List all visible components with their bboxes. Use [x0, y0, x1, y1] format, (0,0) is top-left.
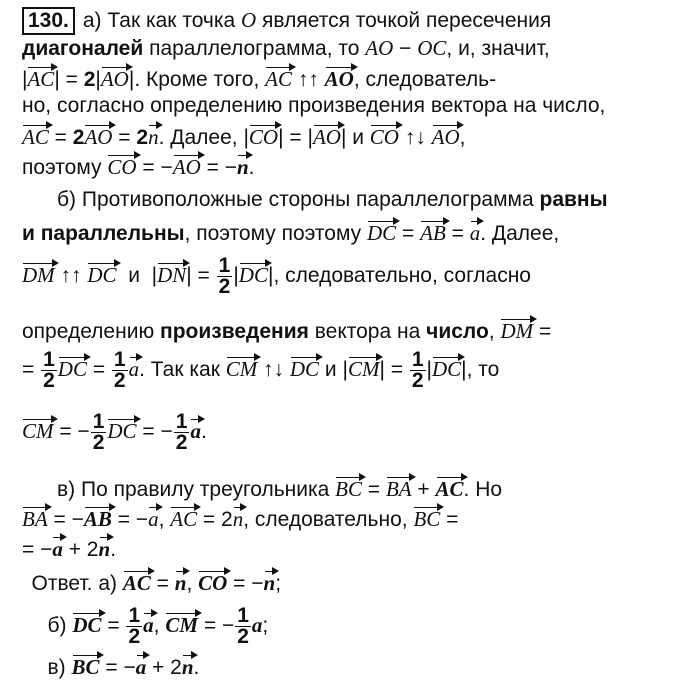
text-run: ;	[262, 614, 269, 638]
fraction-numerator: 1	[411, 348, 424, 371]
text-run: |, следовательно, согласно	[267, 264, 531, 288]
text-line-c1	[22, 472, 502, 504]
text-run: =	[396, 222, 421, 245]
text-run: ,	[158, 508, 171, 531]
text-run: = −	[136, 420, 173, 444]
vector: BA	[386, 472, 412, 500]
text-run: = −	[227, 572, 264, 595]
math-symbol: a	[251, 613, 263, 638]
fraction	[126, 606, 142, 647]
vector: a	[190, 414, 201, 442]
fraction	[91, 412, 107, 453]
emphasis-text: и параллельны	[22, 222, 185, 245]
text-run: б)	[30, 614, 73, 638]
text-run: = −	[136, 156, 173, 179]
vector: AO	[173, 150, 201, 178]
fraction-numerator: 1	[237, 604, 249, 627]
text-run: определению	[22, 320, 161, 343]
vector: n	[233, 502, 244, 530]
text-run: | =	[186, 264, 216, 288]
text-run: но, согласно определению произведения вектора на число,	[22, 94, 606, 117]
vector: AC	[123, 566, 151, 594]
text-run: , и, значит,	[446, 37, 550, 60]
text-run: | и	[340, 126, 370, 149]
fraction-numerator: 1	[128, 604, 141, 627]
vector: a	[129, 352, 140, 380]
text-line-a6	[22, 150, 255, 182]
fraction	[41, 350, 57, 391]
text-run: =	[440, 508, 459, 531]
text-run: | = |	[278, 126, 313, 149]
vector: DM	[22, 258, 55, 286]
text-run: ↑↓	[398, 126, 432, 149]
emphasis-text: равны	[539, 188, 608, 211]
text-run: .	[248, 156, 255, 179]
text-line-c3	[22, 532, 116, 564]
text-run: Ответ. а)	[14, 572, 123, 595]
text-run: = −	[200, 156, 237, 179]
fraction-denominator: 2	[175, 431, 188, 454]
fraction-numerator: 1	[92, 410, 105, 433]
text-run: =	[445, 222, 470, 245]
vector: a	[143, 608, 154, 636]
text-run: =	[86, 358, 111, 382]
text-run: в)	[30, 656, 72, 679]
vector: n	[148, 120, 159, 148]
fraction-denominator: 2	[92, 431, 105, 454]
emphasis-text: 2	[72, 126, 85, 149]
text-run: +	[411, 478, 436, 501]
text-run: ↑↓	[257, 358, 290, 382]
text-run: ↑↑	[54, 264, 88, 288]
text-run: + 2	[62, 538, 99, 561]
text-run: =	[22, 358, 41, 382]
text-run: ;	[275, 572, 282, 595]
text-run: и |	[319, 358, 348, 382]
text-run: = −	[47, 508, 84, 531]
text-run: , следовательно,	[243, 508, 414, 531]
vector: AO	[432, 120, 460, 148]
vector: BC	[335, 472, 362, 500]
vector: AB	[420, 216, 446, 244]
vector: n	[175, 566, 187, 594]
text-run: , следователь-	[353, 68, 497, 91]
text-run: = 2	[197, 508, 233, 531]
fraction	[217, 256, 233, 297]
text-line-a1	[22, 6, 551, 35]
fraction-denominator: 2	[411, 369, 424, 392]
text-line-b3	[22, 256, 531, 297]
emphasis-text: число	[426, 320, 489, 343]
text-run: |. Кроме того,	[128, 68, 266, 91]
text-run: = −	[111, 508, 149, 531]
text-run: | =	[379, 358, 409, 382]
text-run: а) Так как точка	[82, 9, 242, 32]
fraction-denominator: 2	[237, 625, 249, 648]
vector: AC	[170, 502, 197, 530]
vector: BC	[413, 502, 440, 530]
emphasis-text: произведения	[160, 320, 309, 343]
text-run: является точкой пересечения	[256, 9, 552, 32]
vector: AC	[27, 62, 54, 90]
vector: AC	[22, 120, 49, 148]
fraction	[235, 606, 251, 647]
text-run: = −	[198, 614, 235, 638]
vector: n	[182, 650, 194, 678]
text-line-a4	[22, 92, 605, 120]
vector: n	[264, 566, 276, 594]
problem-number: 130.	[22, 7, 75, 35]
vector: AO	[84, 120, 112, 148]
text-run: =	[150, 572, 175, 595]
vector: DC	[72, 608, 101, 636]
vector: CM	[165, 608, 198, 636]
fraction	[174, 412, 190, 453]
text-run: ↑↑	[291, 68, 325, 91]
text-line-b4	[22, 314, 551, 346]
vector: a	[136, 650, 147, 678]
text-run: = −	[22, 538, 53, 561]
text-run: поэтому	[22, 156, 108, 179]
fraction	[410, 350, 426, 391]
text-run: ,	[153, 614, 166, 638]
text-run: . Так как	[139, 358, 226, 382]
text-line-b6	[22, 412, 207, 453]
text-line-d2	[30, 606, 268, 647]
fraction-denominator: 2	[128, 625, 141, 648]
vector: DC	[107, 414, 136, 442]
text-run: =	[533, 320, 552, 343]
text-run: . Но	[463, 478, 503, 501]
vector: DC	[290, 352, 319, 380]
vector: n	[99, 532, 111, 560]
vector: DC	[367, 216, 396, 244]
text-run: .	[200, 420, 207, 444]
text-run: . Далее,	[480, 222, 560, 245]
text-run: =	[101, 614, 126, 638]
fraction-numerator: 1	[113, 348, 126, 371]
vector: BA	[22, 502, 48, 530]
vector: BC	[72, 650, 100, 678]
text-line-c2	[22, 502, 458, 534]
text-run: ,	[186, 572, 199, 595]
vector: DC	[239, 258, 268, 286]
vector: CM	[348, 352, 380, 380]
text-line-a2	[22, 34, 550, 63]
vector: a	[148, 502, 159, 530]
math-symbol: OC	[417, 36, 447, 60]
text-run: =	[48, 126, 73, 149]
vector: AO	[313, 120, 341, 148]
vector: CM	[226, 352, 258, 380]
vector: AB	[84, 502, 112, 530]
text-line-b2	[22, 216, 559, 248]
fraction-numerator: 1	[43, 348, 55, 371]
emphasis-text: 2	[136, 126, 149, 149]
vector: CO	[249, 120, 278, 148]
fraction-numerator: 1	[218, 254, 231, 277]
vector: AO	[325, 62, 354, 90]
fraction-numerator: 1	[175, 410, 188, 433]
text-line-b1	[22, 186, 608, 214]
math-symbol: AO	[365, 36, 394, 60]
text-run: =	[362, 478, 386, 501]
vector: DC	[432, 352, 461, 380]
vector: DC	[87, 258, 116, 286]
text-run: = −	[99, 656, 136, 679]
text-run: .	[110, 538, 117, 561]
text-run: |, то	[461, 358, 500, 382]
vector: DC	[58, 352, 87, 380]
vector: n	[237, 150, 249, 178]
vector: AC	[265, 62, 292, 90]
vector: CM	[22, 414, 54, 442]
text-line-a5	[22, 120, 466, 152]
text-run: |	[22, 68, 28, 91]
vector: DN	[157, 258, 186, 286]
text-run: и |	[116, 264, 158, 288]
text-run: + 2	[146, 656, 182, 679]
text-run: |	[426, 358, 432, 382]
vector: DM	[500, 314, 533, 342]
text-line-d1	[14, 566, 281, 598]
emphasis-text: 2	[83, 68, 96, 91]
vector: CO	[370, 120, 399, 148]
vector: a	[470, 216, 481, 244]
text-line-b5	[22, 350, 499, 391]
fraction	[112, 350, 128, 391]
text-run: параллелограмма, то	[143, 37, 366, 60]
text-run: , поэтому поэтому	[184, 222, 367, 245]
text-run: б) Противоположные стороны параллелограмма	[22, 188, 540, 211]
vector: AO	[101, 62, 129, 90]
text-run: в) По правилу треугольника	[22, 478, 336, 501]
emphasis-text: диагоналей	[22, 37, 144, 60]
text-run: −	[393, 37, 418, 60]
fraction-denominator: 2	[43, 369, 55, 392]
vector: AC	[436, 472, 464, 500]
fraction-denominator: 2	[218, 275, 231, 298]
vector: CO	[107, 150, 136, 178]
text-run: . Далее, |	[158, 126, 249, 149]
vector: a	[52, 532, 63, 560]
text-run: | =	[54, 68, 84, 91]
text-run: |	[233, 264, 239, 288]
vector: CO	[198, 566, 227, 594]
text-run: ,	[459, 126, 466, 149]
text-line-a3	[22, 62, 496, 94]
fraction-denominator: 2	[113, 369, 126, 392]
math-symbol: O	[241, 8, 257, 32]
text-run: |	[95, 68, 101, 91]
text-line-d3	[30, 650, 199, 682]
text-run: .	[193, 656, 200, 679]
text-run: =	[112, 126, 137, 149]
text-run: ,	[488, 320, 501, 343]
text-run: = −	[53, 420, 90, 444]
text-run: вектора на	[308, 320, 427, 343]
